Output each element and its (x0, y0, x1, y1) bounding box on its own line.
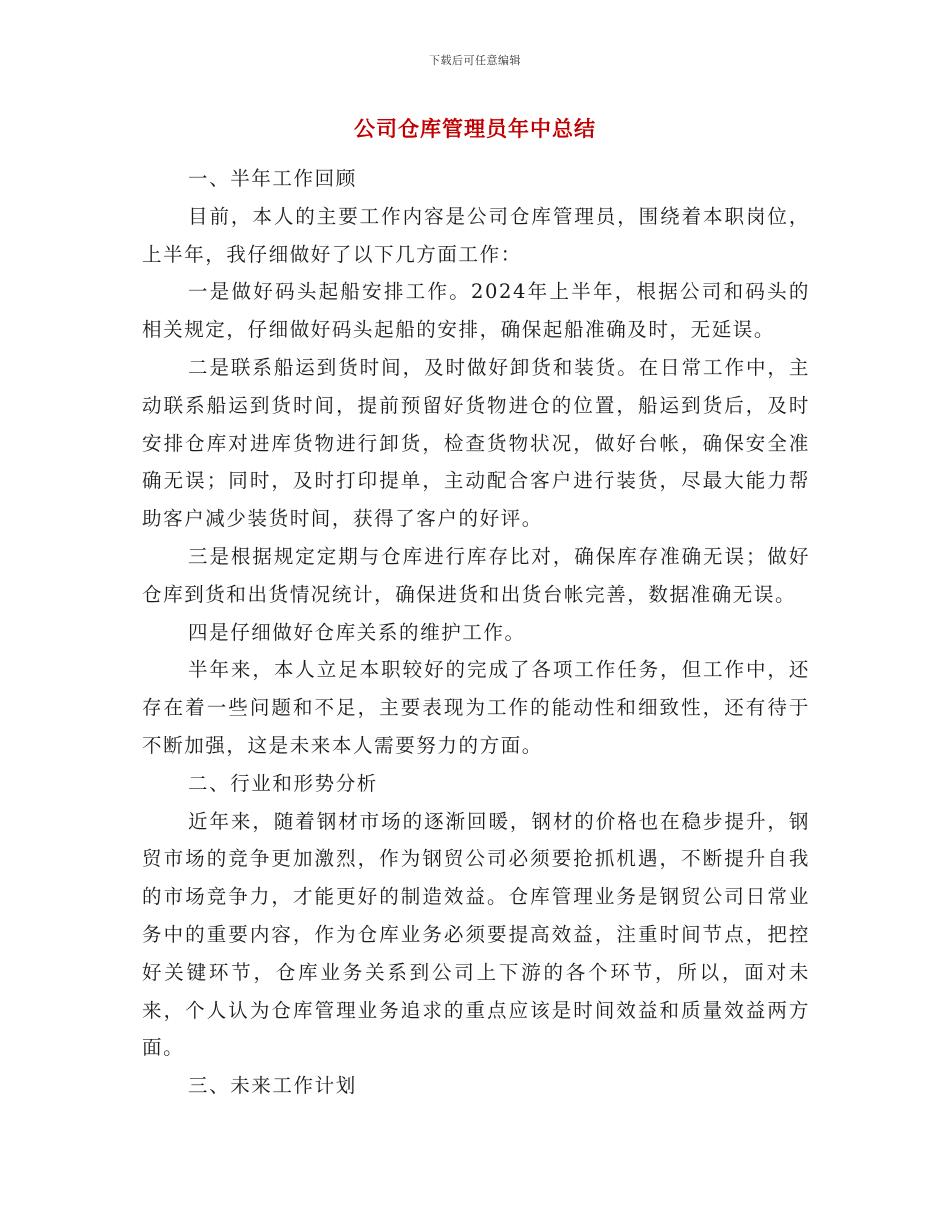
paragraph: 四是仔细做好仓库关系的维护工作。 (188, 620, 526, 644)
document-title: 公司仓库管理员年中总结 (354, 117, 596, 141)
paragraph: 近年来，随着钢材市场的逐渐回暖，钢材的价格也在稳步提升，钢贸市场的竞争更加激烈，作为钢贸公司必须要抢抓机遇，不断提升自我的市场竞争力，才能更好的制造效益。仓库管理业务是钢贸公司日常业务中的重要内容，作为仓库业务必须要提高效益，注重时间节点，把控好关键环节，仓库业务关系到公司上下游的各个环节，所以，面对未来，个人认为仓库管理业务追求的重点应该是时间效益和质量效益两方面。 (142, 809, 810, 1060)
paragraph: 一是做好码头起船安排工作。2024年上半年，根据公司和码头的相关规定，仔细做好码头起船的安排，确保起船准确及时，无延误。 (142, 280, 810, 342)
page-header-note: 下载后可任意编辑 (429, 54, 521, 67)
paragraph: 半年来，本人立足本职较好的完成了各项工作任务，但工作中，还存在着一些问题和不足，主要表现为工作的能动性和细致性，还有待于不断加强，这是未来本人需要努力的方面。 (142, 658, 810, 757)
paragraph: 三是根据规定定期与仓库进行库存比对，确保库存准确无误；做好仓库到货和出货情况统计，确保进货和出货台帐完善，数据准确无误。 (142, 544, 810, 606)
section-heading-2: 二、行业和形势分析 (188, 771, 378, 795)
section-heading-1: 一、半年工作回顾 (188, 167, 357, 190)
document-body (142, 160, 810, 1105)
paragraph: 目前，本人的主要工作内容是公司仓库管理员，围绕着本职岗位，上半年，我仔细做好了以下几方面工作： (142, 204, 810, 266)
paragraph: 二是联系船运到货时间，及时做好卸货和装货。在日常工作中，主动联系船运到货时间，提前预留好货物进仓的位置，船运到货后，及时安排仓库对进库货物进行卸货，检查货物状况，做好台帐，确保安全准确无误；同时，及时打印提单，主动配合客户进行装货，尽最大能力帮助客户减少装货时间，获得了客户的好评。 (142, 355, 810, 531)
section-heading-3: 三、未来工作计划 (188, 1074, 357, 1098)
